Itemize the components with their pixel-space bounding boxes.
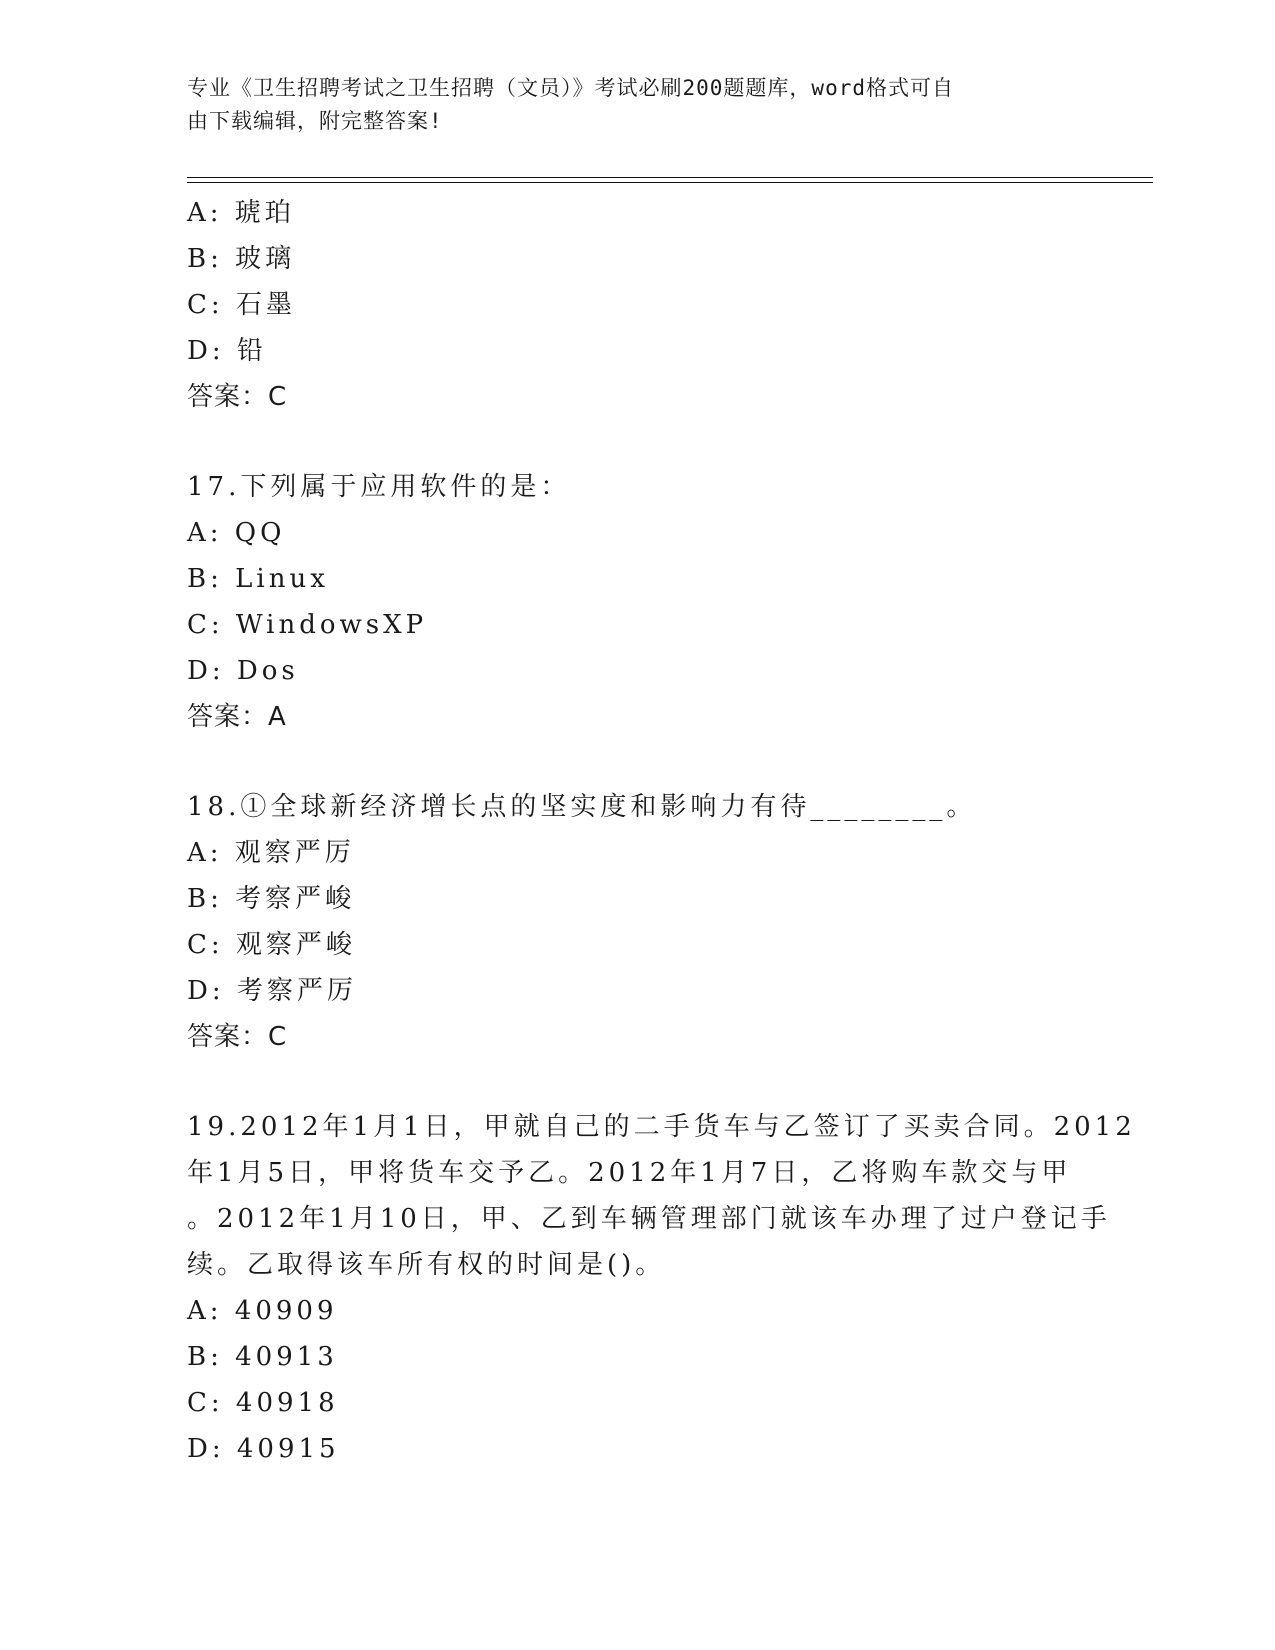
option-b: B: 玻璃 <box>187 244 296 274</box>
option-c: C: 观察严峻 <box>187 930 356 960</box>
header-divider-bottom <box>187 182 1153 183</box>
question-18 <box>187 784 1087 1060</box>
option-a: A: 观察严厉 <box>187 838 355 868</box>
option-c: C: WindowsXP <box>187 610 428 640</box>
option-a: A: 40909 <box>187 1296 338 1326</box>
question-19 <box>187 1104 1136 1472</box>
question-17 <box>187 464 1087 740</box>
option-d: D: Dos <box>187 656 299 686</box>
option-c: C: 石墨 <box>187 290 296 320</box>
question-stem-line: 19.2012年1月1日，甲就自己的二手货车与乙签订了买卖合同。2012 <box>187 1112 1136 1142</box>
answer: 答案：C <box>187 1022 288 1052</box>
option-a: A: QQ <box>187 518 286 548</box>
answer: 答案：A <box>187 702 287 732</box>
option-d: D: 考察严厉 <box>187 976 357 1006</box>
option-b: B: Linux <box>187 564 329 594</box>
question-stem: 17.下列属于应用软件的是： <box>187 472 571 502</box>
option-a: A: 琥珀 <box>187 198 295 228</box>
option-b: B: 40913 <box>187 1342 338 1372</box>
question-stem-line: 。2012年1月10日，甲、乙到车辆管理部门就该车办理了过户登记手 <box>187 1204 1111 1234</box>
header-line-2: 由下载编辑，附完整答案! <box>187 109 443 133</box>
question-stem-line: 年1月5日，甲将货车交予乙。2012年1月7日，乙将购车款交与甲 <box>187 1158 1072 1188</box>
document-header <box>187 72 1067 138</box>
option-b: B: 考察严峻 <box>187 884 356 914</box>
option-c: C: 40918 <box>187 1388 339 1418</box>
question-stem: 18.①全球新经济增长点的坚实度和影响力有待________。 <box>187 792 977 822</box>
answer: 答案：C <box>187 382 288 412</box>
option-d: D: 40915 <box>187 1434 340 1464</box>
question-list <box>187 190 1136 1472</box>
question-16 <box>187 190 1087 420</box>
header-line-1: 专业《卫生招聘考试之卫生招聘（文员）》考试必刷200题题库，word格式可自 <box>187 76 954 100</box>
option-d: D: 铅 <box>187 336 267 366</box>
question-stem-line: 续。乙取得该车所有权的时间是()。 <box>187 1250 666 1280</box>
header-divider-top <box>187 177 1153 178</box>
